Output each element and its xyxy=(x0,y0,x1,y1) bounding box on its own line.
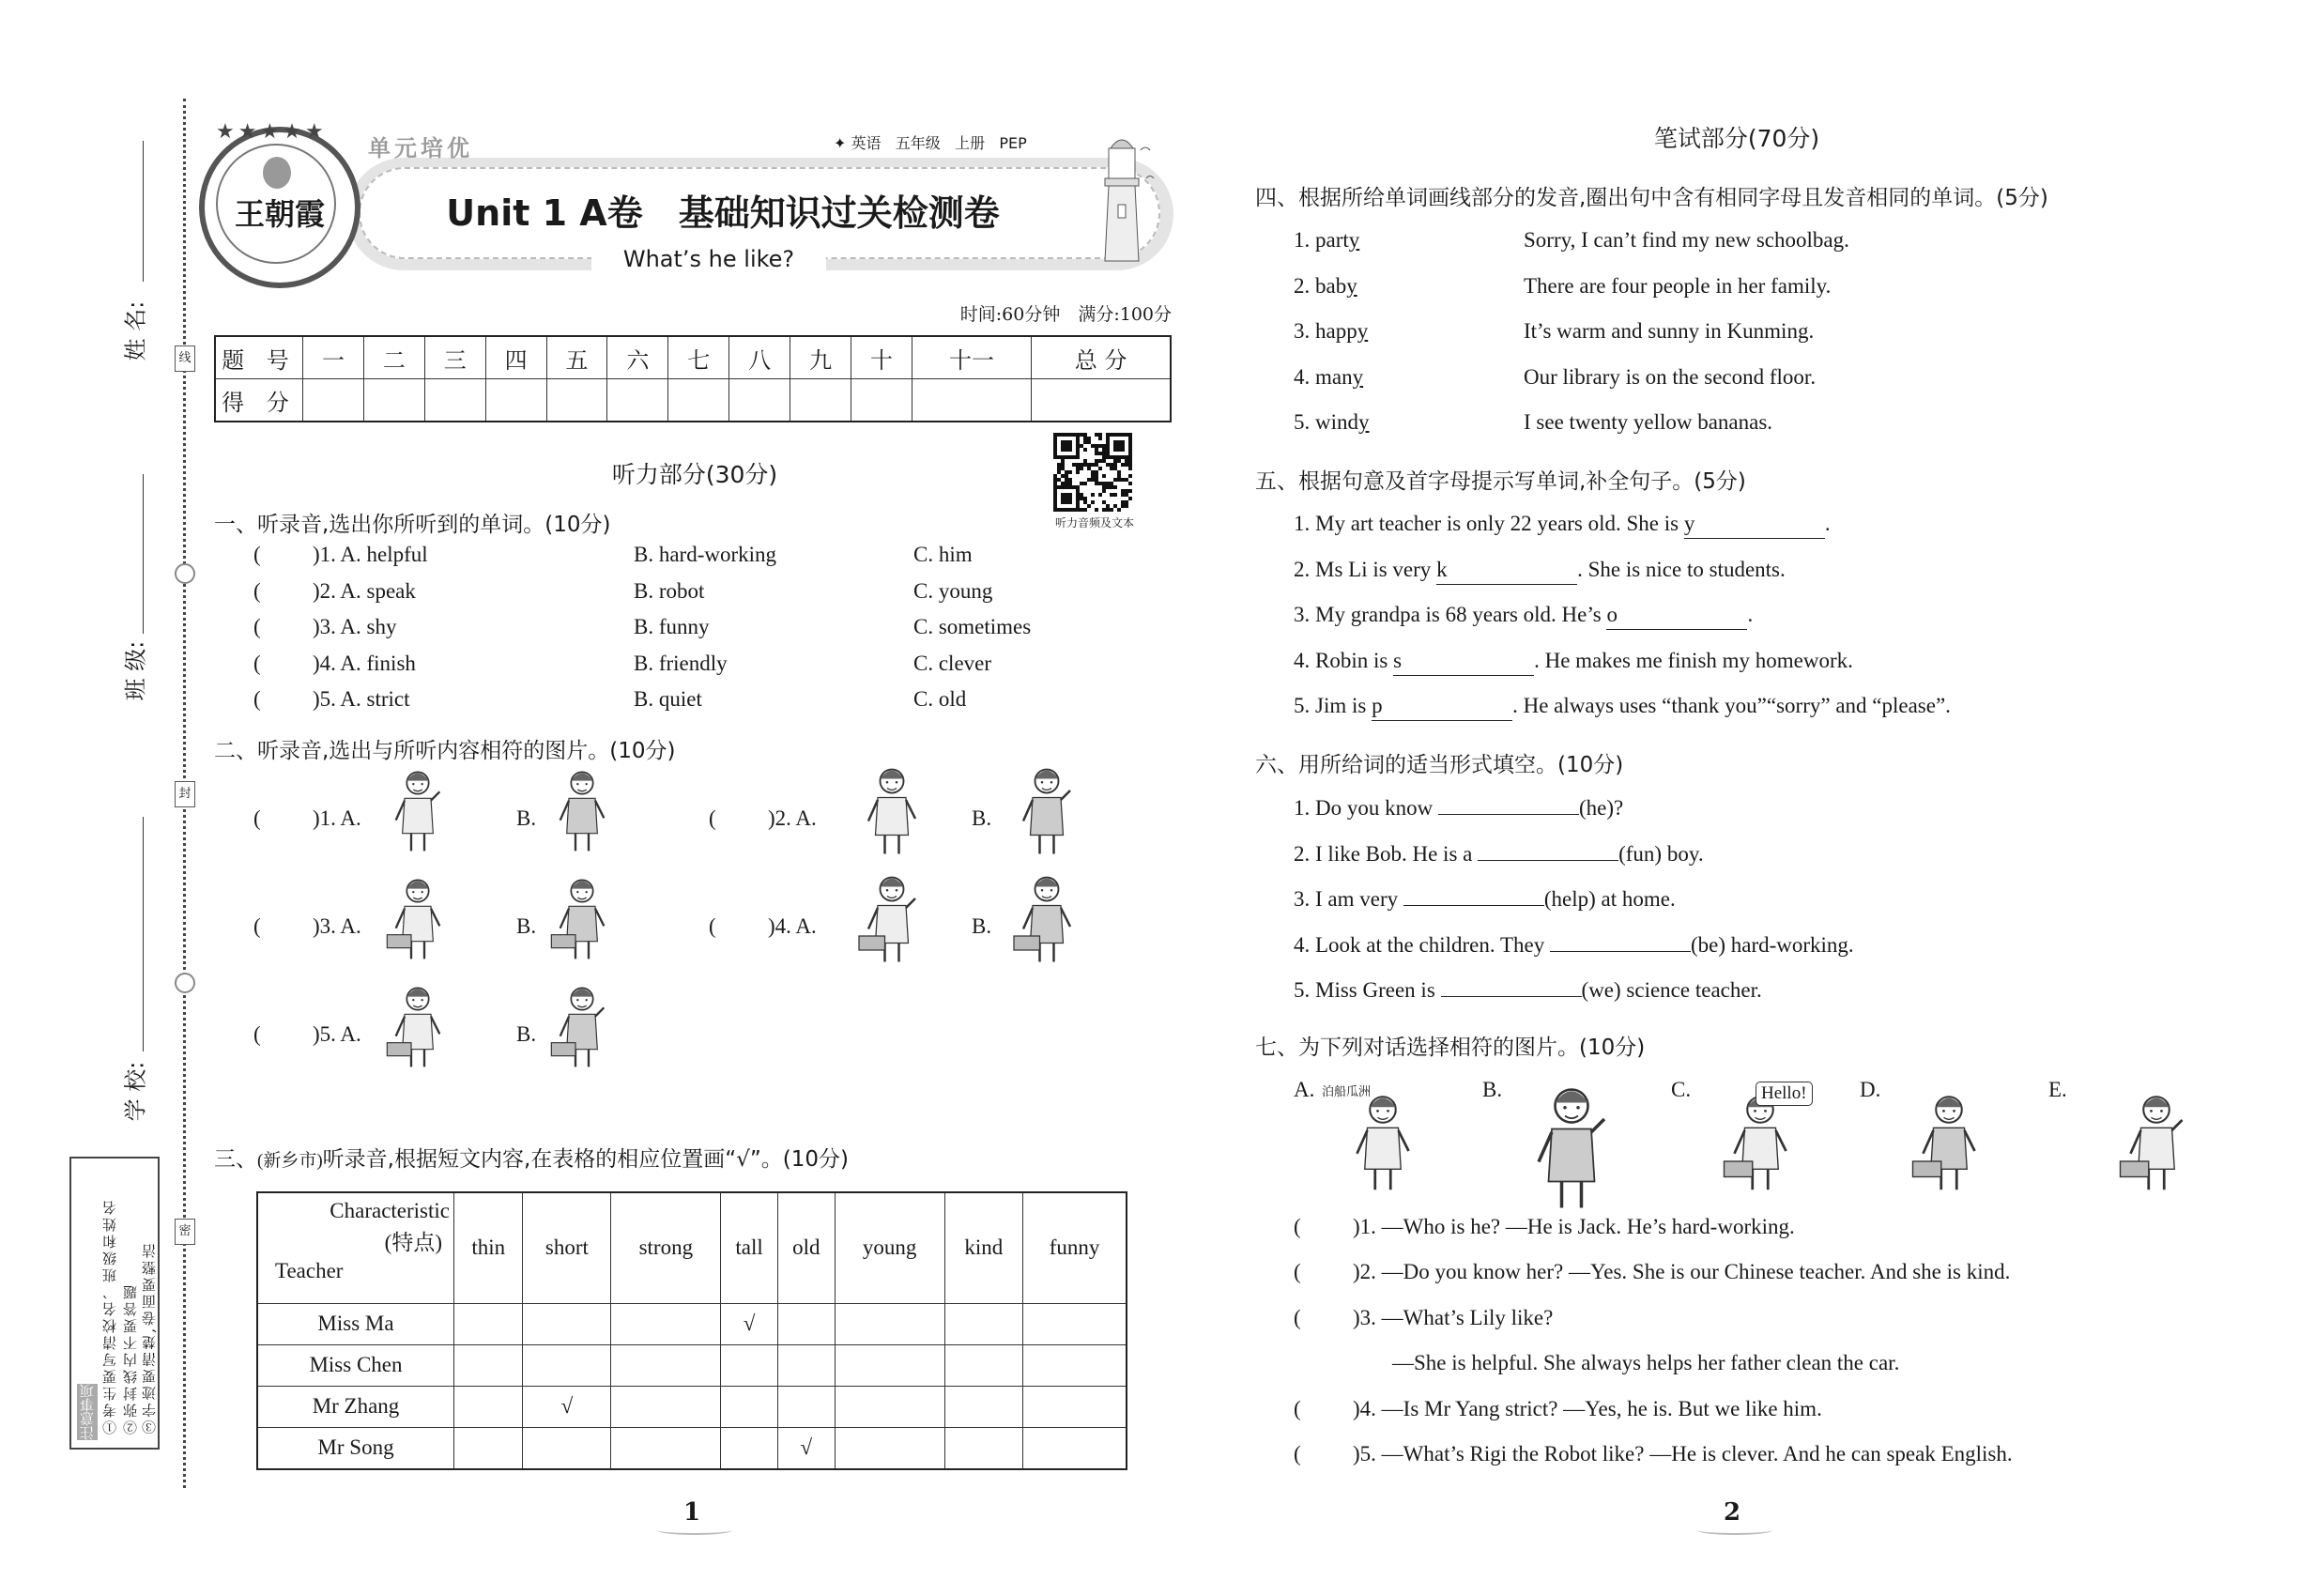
answer-bracket[interactable]: ( xyxy=(253,687,261,712)
characteristic-header: tall xyxy=(721,1192,778,1303)
picture-2a xyxy=(840,762,943,860)
characteristic-header: strong xyxy=(611,1192,721,1303)
picture-b xyxy=(1520,1080,1623,1215)
option-a-label: )5. A. xyxy=(313,1022,361,1046)
item-number: 1. xyxy=(1294,228,1315,252)
option-a-label: )1. A. xyxy=(313,806,361,830)
option-b: B. quiet xyxy=(634,687,702,712)
underlined-letter: y xyxy=(1348,228,1360,252)
fill-sentence xyxy=(1294,930,1854,959)
check-cell[interactable] xyxy=(1023,1386,1127,1427)
check-cell[interactable] xyxy=(835,1344,944,1386)
volume: 上册 xyxy=(955,134,986,152)
table-row xyxy=(257,1303,1127,1344)
answer-bracket[interactable]: ( xyxy=(1294,1442,1301,1466)
underlined-letter: y xyxy=(1352,364,1364,389)
option-b-label: B. xyxy=(516,1022,537,1046)
score-col-header: 六 xyxy=(607,336,668,379)
picture-e xyxy=(2086,1089,2227,1196)
characteristic-header: old xyxy=(777,1192,835,1303)
table-row xyxy=(257,1427,1127,1469)
initial-letter-hint: p xyxy=(1372,694,1383,718)
sentence-end: (be) hard-working. xyxy=(1690,932,1854,957)
page-number: 1 xyxy=(683,1498,701,1527)
option-c: C. young xyxy=(913,578,993,603)
sentence-end: . xyxy=(1747,603,1754,627)
score-col-header: 八 xyxy=(729,336,790,379)
check-cell[interactable]: √ xyxy=(777,1427,835,1469)
check-cell[interactable] xyxy=(611,1303,721,1344)
logo-stars-icon: ★★★★★ xyxy=(216,120,328,144)
sentence[interactable]: Our library is on the second floor. xyxy=(1524,364,1817,389)
fill-sentence xyxy=(1294,556,1786,585)
given-word xyxy=(1294,317,1368,345)
answer-blank[interactable] xyxy=(1606,601,1747,630)
picture-label: C. xyxy=(1671,1078,1692,1101)
publisher-logo xyxy=(199,127,360,288)
check-cell[interactable]: √ xyxy=(523,1386,611,1427)
dialogue-line: )1. —Who is he? —He is Jack. He’s hard-working. xyxy=(1353,1215,1795,1238)
answer-bracket[interactable]: ( xyxy=(1294,1396,1301,1420)
answer-blank[interactable] xyxy=(1372,692,1512,721)
score-input-cell[interactable] xyxy=(851,379,912,422)
dialogue-line: )3. —What’s Lily like? xyxy=(1353,1305,1554,1329)
logo-text: 王朝霞 xyxy=(234,196,325,232)
initial-letter-hint: y xyxy=(1683,512,1695,535)
section-4-heading: 四、根据所给单词画线部分的发音,圈出句中含有相同字母且发音相同的单词。(5分) xyxy=(1255,186,2048,210)
option-a: )5. A. strict xyxy=(313,687,410,712)
dialogue-line: )4. —Is Mr Yang strict? —Yes, he is. But we like him. xyxy=(1353,1396,1822,1420)
notes-title: 注意事项 xyxy=(79,1384,96,1440)
check-cell[interactable] xyxy=(835,1427,944,1469)
picture-label: B. xyxy=(1482,1078,1503,1101)
answer-bracket[interactable]: ( xyxy=(253,615,261,639)
check-cell[interactable] xyxy=(835,1303,944,1344)
sentence-end: (help) at home. xyxy=(1543,887,1676,912)
item-number: 5. xyxy=(1294,410,1315,435)
answer-bracket[interactable]: ( xyxy=(709,914,716,938)
answer-bracket[interactable]: ( xyxy=(253,806,261,830)
section-3-heading xyxy=(214,1142,849,1173)
option-a: )4. A. finish xyxy=(313,651,416,675)
sentence[interactable]: I see twenty yellow bananas. xyxy=(1524,410,1773,435)
picture-5a xyxy=(385,978,451,1076)
characteristic-header: short xyxy=(523,1192,611,1303)
check-cell[interactable] xyxy=(523,1303,611,1344)
given-word xyxy=(1294,408,1370,437)
edition: PEP xyxy=(999,134,1027,152)
sentence-start: 5. Miss Green is xyxy=(1294,978,1441,1003)
sentence-start: 5. Jim is xyxy=(1294,694,1372,718)
section-5-heading: 五、根据句意及首字母提示写单词,补全句子。(5分) xyxy=(1255,469,1746,494)
check-cell[interactable] xyxy=(1023,1427,1127,1469)
score-input-cell[interactable] xyxy=(363,379,424,422)
option-a: )3. A. shy xyxy=(313,615,397,639)
score-table xyxy=(214,335,1172,422)
word-stem: man xyxy=(1315,364,1353,389)
check-cell[interactable] xyxy=(454,1344,523,1386)
section-6-heading: 六、用所给词的适当形式填空。(10分) xyxy=(1255,753,1624,777)
unit-subtitle: What’s he like? xyxy=(591,246,826,272)
name-write-line xyxy=(143,141,144,282)
answer-blank[interactable] xyxy=(1684,510,1825,539)
check-cell[interactable] xyxy=(523,1427,611,1469)
section-7-heading: 七、为下列对话选择相符的图片。(10分) xyxy=(1255,1036,1646,1060)
option-a-label: )4. A. xyxy=(768,914,817,938)
option-c: C. him xyxy=(913,543,973,566)
option-c: C. clever xyxy=(913,651,992,675)
option-a-label: )2. A. xyxy=(768,806,817,830)
page-ornament xyxy=(1697,1526,1772,1535)
score-col-header: 九 xyxy=(790,336,851,379)
answer-bracket[interactable]: ( xyxy=(253,914,261,938)
picture-label: D. xyxy=(1860,1078,1881,1101)
seal-marker-line: 线 xyxy=(175,345,195,372)
check-cell[interactable] xyxy=(611,1386,721,1427)
check-cell[interactable] xyxy=(454,1386,523,1427)
score-input-cell[interactable] xyxy=(912,379,1031,422)
word-stem: happ xyxy=(1315,319,1357,344)
answer-bracket[interactable]: ( xyxy=(1294,1305,1301,1329)
score-input-cell[interactable] xyxy=(1032,379,1171,422)
picture-1a xyxy=(385,762,451,860)
check-cell[interactable] xyxy=(611,1427,721,1469)
page-title: Unit 1 A卷 基础知识过关检测卷 xyxy=(446,192,1000,234)
picture-3a xyxy=(385,870,451,968)
note-item: ①考生要写清校名、班级和姓名 xyxy=(101,1198,118,1435)
answer-bracket[interactable]: ( xyxy=(709,806,716,830)
answer-blank[interactable] xyxy=(1438,793,1579,815)
notes-box xyxy=(69,1157,160,1450)
fill-sentence xyxy=(1294,975,1762,1005)
fill-sentence xyxy=(1294,793,1623,822)
check-cell[interactable] xyxy=(777,1344,835,1386)
seal-marker-seal: 封 xyxy=(175,781,195,807)
option-a: )1. A. helpful xyxy=(313,543,428,566)
option-a-label: )3. A. xyxy=(313,914,361,938)
characteristics-table xyxy=(256,1191,1127,1470)
logo-portrait-icon xyxy=(263,157,291,189)
check-cell[interactable] xyxy=(721,1427,778,1469)
qr-code-icon[interactable] xyxy=(1053,433,1134,514)
binding-hole-icon xyxy=(175,973,195,993)
note-item: ②弥封线内不要答题 xyxy=(122,1282,139,1435)
speech-bubble: Hello! xyxy=(1756,1082,1813,1106)
sentence-start: 3. My grandpa is 68 years old. He’s xyxy=(1294,603,1607,627)
fill-sentence xyxy=(1294,692,1951,721)
sentence-start: 3. I am very xyxy=(1294,887,1403,912)
dialogue-line: )5. —What’s Rigi the Robot like? —He is clever. And he can speak English. xyxy=(1353,1442,2013,1466)
fill-sentence xyxy=(1294,647,1853,676)
answer-blank[interactable] xyxy=(1403,884,1544,906)
answer-bracket[interactable]: ( xyxy=(253,651,261,675)
word-stem: part xyxy=(1315,228,1349,252)
underlined-letter: y xyxy=(1358,410,1370,435)
picture-label: E. xyxy=(2048,1078,2067,1101)
fill-sentence xyxy=(1294,884,1676,913)
check-cell[interactable] xyxy=(523,1344,611,1386)
sentence-end: . He makes me finish my homework. xyxy=(1534,648,1853,672)
qr-caption: 听力音频及文本 xyxy=(1054,516,1134,529)
teacher-name: Miss Ma xyxy=(257,1303,454,1344)
picture-label: A. xyxy=(1294,1078,1315,1101)
writing-section-title: 笔试部分(70分) xyxy=(1653,125,1820,152)
listening-section-title: 听力部分(30分) xyxy=(611,461,778,488)
sentence[interactable]: Sorry, I can’t find my new schoolbag. xyxy=(1524,228,1849,252)
sentence[interactable]: It’s warm and sunny in Kunming. xyxy=(1524,319,1815,344)
sentence-start: 1. Do you know xyxy=(1294,796,1438,820)
characteristic-header: kind xyxy=(944,1192,1023,1303)
picture-3b xyxy=(549,870,615,968)
check-cell[interactable] xyxy=(944,1344,1023,1386)
dialogue-line: )2. —Do you know her? —Yes. She is our Chinese teacher. And she is kind. xyxy=(1353,1260,2011,1284)
option-b: B. friendly xyxy=(634,651,728,675)
sentence-end: (we) science teacher. xyxy=(1581,978,1762,1003)
grade: 五年级 xyxy=(895,134,941,152)
section-number: 三、 xyxy=(214,1147,257,1172)
sentence-end: (he)? xyxy=(1578,796,1624,820)
sentence-end: . xyxy=(1824,512,1831,535)
option-c: C. old xyxy=(913,687,967,712)
score-input-cell[interactable] xyxy=(729,379,790,422)
answer-blank[interactable] xyxy=(1478,839,1618,861)
picture-d xyxy=(1897,1089,2001,1196)
sentence-start: 2. I like Bob. He is a xyxy=(1294,841,1479,866)
answer-bracket[interactable]: ( xyxy=(253,543,261,566)
option-b-label: B. xyxy=(516,914,537,938)
seal-marker-secret: 密 xyxy=(175,1219,195,1245)
score-input-cell[interactable] xyxy=(303,379,364,422)
item-number: 4. xyxy=(1294,364,1315,389)
score-col-header: 十 xyxy=(851,336,912,379)
book-meta xyxy=(834,131,1027,153)
section-1-heading: 一、听录音,选出你所听到的单词。(10分) xyxy=(214,513,611,537)
check-cell[interactable] xyxy=(777,1303,835,1344)
check-cell[interactable] xyxy=(1023,1344,1127,1386)
page-ornament xyxy=(657,1526,732,1535)
section-2-heading: 二、听录音,选出与所听内容相符的图片。(10分) xyxy=(214,739,676,763)
school-label: 学 校: xyxy=(122,1061,149,1122)
class-label: 班 级: xyxy=(122,640,149,701)
series-name: 单元培优 xyxy=(368,135,473,161)
sentence[interactable]: There are four people in her family. xyxy=(1524,273,1832,298)
picture-4b xyxy=(1004,870,1089,968)
sparkle-icon: ✦ xyxy=(834,134,851,152)
check-cell[interactable] xyxy=(454,1427,523,1469)
sentence-end: (fun) boy. xyxy=(1618,841,1704,866)
score-col-header: 二 xyxy=(363,336,424,379)
score-input-cell[interactable] xyxy=(424,379,485,422)
score-row-label: 题 号 xyxy=(215,336,303,379)
option-b: B. funny xyxy=(634,615,710,639)
item-number: 3. xyxy=(1294,319,1315,344)
corner-bottom: Teacher xyxy=(275,1259,344,1282)
name-label: 姓 名: xyxy=(122,300,149,361)
option-b: B. hard-working xyxy=(634,543,777,566)
score-col-header: 十一 xyxy=(912,336,1031,379)
check-cell[interactable] xyxy=(454,1303,523,1344)
option-b-label: B. xyxy=(972,806,992,830)
table-row xyxy=(257,1386,1127,1427)
score-col-header: 五 xyxy=(546,336,607,379)
score-col-header: 四 xyxy=(485,336,546,379)
check-cell[interactable] xyxy=(944,1427,1023,1469)
score-col-header: 一 xyxy=(303,336,364,379)
picture-4a xyxy=(840,870,943,968)
check-cell[interactable] xyxy=(1023,1303,1127,1344)
picture-1b xyxy=(549,762,615,860)
given-word xyxy=(1294,272,1357,300)
school-write-line xyxy=(143,817,144,1051)
score-col-header: 七 xyxy=(668,336,729,379)
sentence-start: 1. My art teacher is only 22 years old. She is xyxy=(1294,512,1684,535)
corner-mid: (特点) xyxy=(384,1231,442,1254)
score-input-cell[interactable] xyxy=(668,379,729,422)
dialogue-line: —She is helpful. She always helps her father clean the car. xyxy=(1392,1351,1900,1375)
check-cell[interactable] xyxy=(721,1344,778,1386)
teacher-name: Mr Song xyxy=(257,1427,454,1469)
word-stem: bab xyxy=(1315,273,1347,298)
score-input-cell[interactable] xyxy=(790,379,851,422)
option-b-label: B. xyxy=(516,806,537,830)
score-row-label: 得 分 xyxy=(215,379,303,422)
answer-blank[interactable] xyxy=(1441,975,1582,997)
score-col-header: 总 分 xyxy=(1032,336,1171,379)
fill-sentence xyxy=(1294,510,1831,539)
teacher-name: Miss Chen xyxy=(257,1344,454,1386)
check-cell[interactable] xyxy=(944,1303,1023,1344)
table-row xyxy=(257,1344,1127,1386)
check-cell[interactable] xyxy=(721,1386,778,1427)
picture-5b xyxy=(549,978,615,1076)
sentence-start: 4. Look at the children. They xyxy=(1294,932,1550,957)
characteristic-header: thin xyxy=(454,1192,523,1303)
option-b: B. robot xyxy=(634,578,705,603)
check-cell[interactable] xyxy=(835,1386,944,1427)
subject: 英语 xyxy=(851,134,882,152)
answer-blank[interactable] xyxy=(1550,930,1691,952)
section-instructions: 听录音,根据短文内容,在表格的相应位置画“√”。(10分) xyxy=(322,1147,849,1172)
score-col-header: 三 xyxy=(424,336,485,379)
score-input-cell[interactable] xyxy=(485,379,546,422)
picture-a xyxy=(1331,1089,1434,1196)
picture-2b xyxy=(1004,762,1089,860)
page-number: 2 xyxy=(1724,1498,1741,1527)
corner-top: Characteristic xyxy=(330,1199,450,1222)
answer-bracket[interactable]: ( xyxy=(253,1022,261,1046)
answer-blank[interactable] xyxy=(1436,556,1577,585)
initial-letter-hint: s xyxy=(1393,648,1403,672)
score-input-cell[interactable] xyxy=(607,379,668,422)
sentence-end: . She is nice to students. xyxy=(1577,557,1786,581)
underlined-letter: y xyxy=(1357,319,1369,344)
sentence-end: . He always uses “thank you”“sorry” and “please”. xyxy=(1512,694,1951,718)
sentence-start: 4. Robin is xyxy=(1294,648,1394,672)
option-b-label: B. xyxy=(972,914,992,938)
word-stem: wind xyxy=(1315,410,1358,435)
score-input-cell[interactable] xyxy=(546,379,607,422)
blackboard-caption: 泊船瓜洲 xyxy=(1322,1085,1372,1099)
source-tag: (新乡市) xyxy=(257,1151,323,1171)
check-cell[interactable] xyxy=(611,1344,721,1386)
underlined-letter: y xyxy=(1346,273,1357,298)
teacher-name: Mr Zhang xyxy=(257,1386,454,1427)
characteristic-header: young xyxy=(835,1192,944,1303)
sentence-start: 2. Ms Li is very xyxy=(1294,557,1437,581)
given-word xyxy=(1294,363,1363,391)
answer-bracket[interactable]: ( xyxy=(1294,1260,1301,1284)
table-corner-cell xyxy=(257,1192,454,1303)
binding-hole-icon xyxy=(175,563,195,584)
fill-sentence xyxy=(1294,839,1704,868)
option-c: C. sometimes xyxy=(913,615,1032,639)
time-and-score-info: 时间:60分钟 满分:100分 xyxy=(959,304,1172,325)
characteristic-header: funny xyxy=(1023,1192,1127,1303)
answer-blank[interactable] xyxy=(1393,647,1534,676)
initial-letter-hint: k xyxy=(1436,557,1448,581)
lighthouse-icon xyxy=(1084,131,1159,263)
initial-letter-hint: o xyxy=(1606,603,1618,627)
option-a: )2. A. speak xyxy=(313,578,416,603)
item-number: 2. xyxy=(1294,273,1315,298)
class-write-line xyxy=(143,474,144,634)
fill-sentence xyxy=(1294,601,1753,630)
check-cell[interactable] xyxy=(944,1386,1023,1427)
check-cell[interactable] xyxy=(777,1386,835,1427)
note-item: ③字迹要清楚,卷面要整洁 xyxy=(141,1241,158,1435)
given-word xyxy=(1294,226,1359,254)
check-cell[interactable]: √ xyxy=(721,1303,778,1344)
answer-bracket[interactable]: ( xyxy=(253,578,261,603)
answer-bracket[interactable]: ( xyxy=(1294,1215,1301,1238)
